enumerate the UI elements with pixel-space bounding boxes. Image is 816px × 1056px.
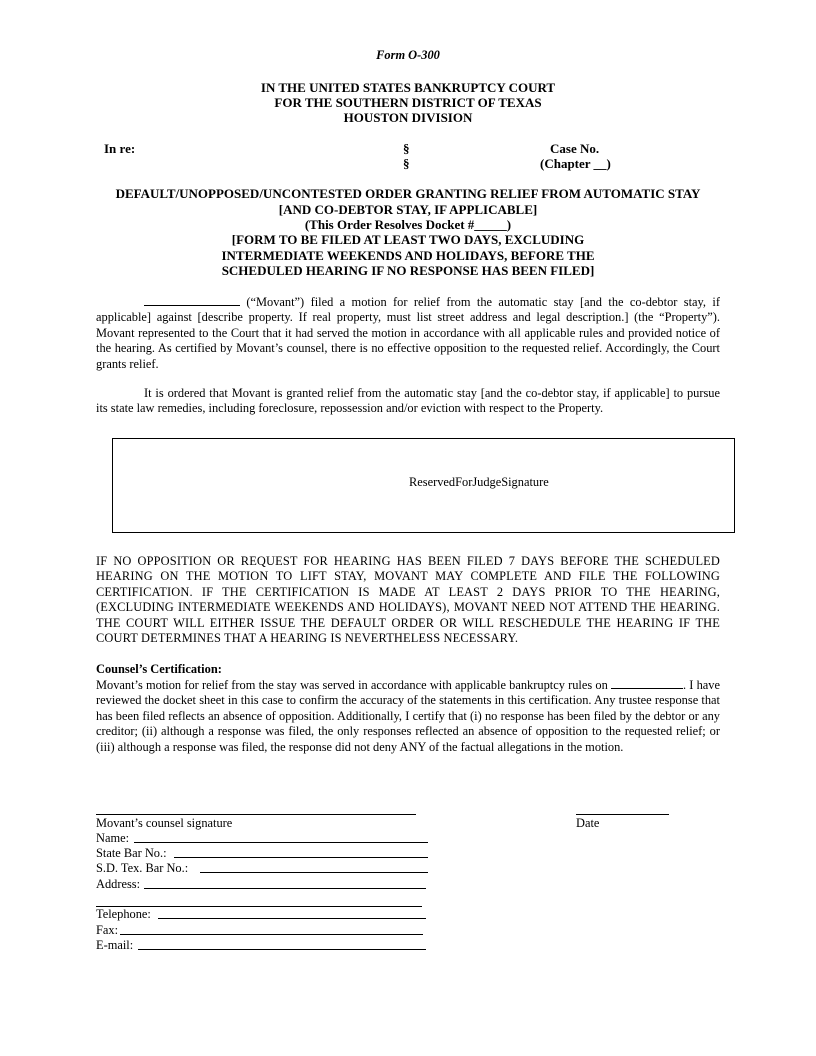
address-input-line[interactable] — [144, 888, 426, 889]
order-paragraph-2: It is ordered that Movant is granted relief from the automatic stay [and the co-debtor stay, if applicable] to pursue its state law remedies, including foreclosure, repossession and/or eviction with respect to the Property. — [96, 386, 720, 416]
name-input-line[interactable] — [134, 842, 428, 843]
signature-label: Movant’s counsel signature — [96, 816, 233, 830]
section-mark: § — [403, 141, 410, 156]
fax-field — [96, 923, 118, 937]
certification-text-start: Movant’s motion for relief from the stay was served in accordance with applicable bankruptcy rules on — [96, 678, 608, 692]
certification-text — [96, 677, 720, 755]
telephone-field — [96, 907, 151, 921]
telephone-label: Telephone: — [96, 907, 151, 921]
email-input-line[interactable] — [138, 949, 426, 950]
form-label: Form O-300 — [376, 48, 440, 62]
state-bar-label: State Bar No.: — [96, 846, 167, 860]
judge-signature-placeholder: ReservedForJudgeSignature — [409, 475, 549, 489]
email-label: E-mail: — [96, 938, 134, 952]
telephone-input-line[interactable] — [158, 918, 426, 919]
order-title-line4: [FORM TO BE FILED AT LEAST TWO DAYS, EXCLUDING — [231, 232, 585, 247]
sd-bar-input-line[interactable] — [200, 872, 428, 873]
order-paragraph-1-text: (“Movant”) filed a motion for relief from the automatic stay [and the co-debtor stay, if applicable] against [describe property. If real property, must list street address and legal description.] (the “Property”). Movant represented to the Court that it had served the motion in accordance with all applicable rules and provided notice of the hearing. As certified by Movant’s counsel, there is no effective opposition to the requested relief. Accordingly, the Court grants relief. — [96, 295, 720, 371]
certification-heading: Counsel’s Certification: — [96, 662, 222, 676]
order-title-line5: INTERMEDIATE WEEKENDS AND HOLIDAYS, BEFORE THE — [221, 248, 595, 263]
address-label: Address: — [96, 877, 141, 891]
date-label: Date — [576, 816, 600, 830]
name-label: Name: — [96, 831, 130, 845]
name-field — [96, 831, 129, 845]
email-field — [96, 938, 133, 952]
order-title-line6: SCHEDULED HEARING IF NO RESPONSE HAS BEEN FILED] — [221, 263, 595, 278]
certification-text-end: . I have reviewed the docket sheet in this case to confirm the accuracy of the statements in this certification. Any trustee response that has been filed reflects an absence of opposition. Additionally, I certify that (i) no response has been filed by the debtor or any creditor; (ii) although a response was filed, the only responses reflected an absence of opposition to the requested relief; or (iii) although a response was filed, the response did not deny ANY of the factual allegations in the motion. — [96, 678, 720, 754]
order-paragraph-1 — [96, 294, 720, 372]
signature-line[interactable] — [96, 814, 416, 815]
court-division: HOUSTON DIVISION — [343, 110, 473, 125]
state-bar-field — [96, 846, 167, 860]
service-date-blank[interactable] — [611, 677, 683, 689]
judge-signature-box — [112, 438, 735, 533]
chapter-label: (Chapter __) — [540, 156, 611, 171]
in-re-label: In re: — [104, 141, 136, 156]
section-mark: § — [403, 156, 410, 171]
order-title-line3: (This Order Resolves Docket #_____) — [304, 217, 512, 232]
sd-bar-label: S.D. Tex. Bar No.: — [96, 861, 189, 875]
address-field — [96, 877, 140, 891]
fax-input-line[interactable] — [120, 934, 423, 935]
court-name-line2: FOR THE SOUTHERN DISTRICT OF TEXAS — [274, 95, 542, 110]
order-title-line2: [AND CO-DEBTOR STAY, IF APPLICABLE] — [278, 202, 538, 217]
movant-name-blank[interactable] — [144, 294, 240, 306]
fax-label: Fax: — [96, 923, 119, 937]
order-title-line1: DEFAULT/UNOPPOSED/UNCONTESTED ORDER GRANTING RELIEF FROM AUTOMATIC STAY — [115, 186, 701, 201]
court-name-line1: IN THE UNITED STATES BANKRUPTCY COURT — [260, 80, 556, 95]
sd-bar-field — [96, 861, 188, 875]
state-bar-input-line[interactable] — [174, 857, 428, 858]
hearing-notice: IF NO OPPOSITION OR REQUEST FOR HEARING HAS BEEN FILED 7 DAYS BEFORE THE SCHEDULED HEARING ON THE MOTION TO LIFT STAY, MOVANT MAY COMPLETE AND FILE THE FOLLOWING CERTIFICATION. IF THE CERTIFICATION IS MADE AT LEAST 2 DAYS PRIOR TO THE HEARING, (EXCLUDING INTERMEDIATE WEEKENDS AND HOLIDAYS), MOVANT NEED NOT ATTEND THE HEARING. THE COURT WILL EITHER ISSUE THE DEFAULT ORDER OR WILL RESCHEDULE THE HEARING IF THE COURT DETERMINES THAT A HEARING IS NEVERTHELESS NECESSARY. — [96, 554, 720, 646]
date-line[interactable] — [576, 814, 669, 815]
case-number-label: Case No. — [550, 141, 600, 156]
